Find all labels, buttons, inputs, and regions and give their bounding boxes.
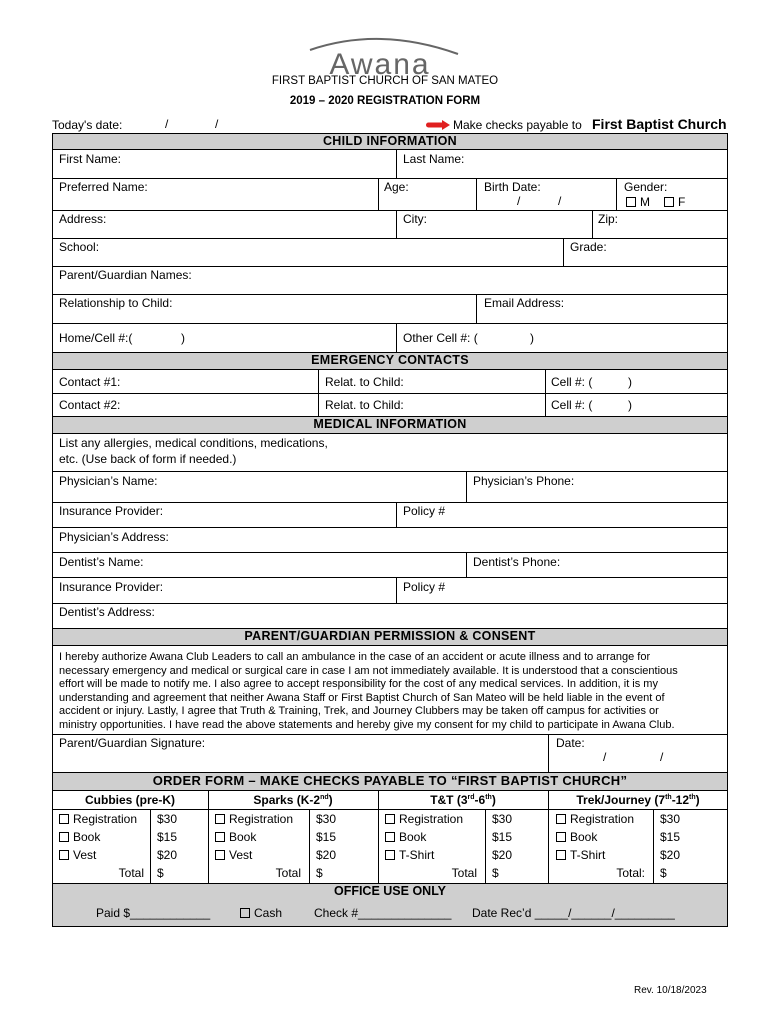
order-item-checkbox[interactable]: Registration bbox=[59, 812, 137, 826]
order-price: $20 bbox=[157, 848, 178, 862]
paren: ) bbox=[181, 331, 185, 345]
order-price: $20 bbox=[316, 848, 337, 862]
policy-field[interactable]: Policy # bbox=[403, 504, 446, 518]
order-item-checkbox[interactable]: Registration bbox=[215, 812, 293, 826]
insurance-field-2[interactable]: Insurance Provider: bbox=[59, 580, 164, 594]
gender-label: Gender: bbox=[624, 180, 668, 194]
order-price: $15 bbox=[316, 830, 337, 844]
dentist-phone-field[interactable]: Dentist’s Phone: bbox=[473, 555, 561, 569]
date-slash: / bbox=[165, 117, 169, 131]
date-slash: / bbox=[215, 117, 219, 131]
order-header: ORDER FORM – MAKE CHECKS PAYABLE TO “FIRST BAPTIST CHURCH” bbox=[52, 772, 728, 791]
policy-field-2[interactable]: Policy # bbox=[403, 580, 446, 594]
paren: ) bbox=[628, 375, 632, 389]
cash-checkbox[interactable]: Cash bbox=[240, 906, 282, 920]
logo-text: Awana bbox=[329, 48, 431, 78]
consent-date-field[interactable]: Date: bbox=[556, 736, 585, 750]
order-price: $30 bbox=[660, 812, 681, 826]
todays-date-label: Today's date: bbox=[52, 118, 123, 132]
order-price: $15 bbox=[660, 830, 681, 844]
date-slash: / bbox=[660, 750, 664, 764]
order-price: $15 bbox=[157, 830, 178, 844]
checkbox-icon bbox=[215, 832, 225, 842]
order-item-checkbox[interactable]: Registration bbox=[556, 812, 634, 826]
email-field[interactable]: Email Address: bbox=[484, 296, 565, 310]
checkbox-icon bbox=[385, 814, 395, 824]
order-item-checkbox[interactable]: Book bbox=[556, 830, 597, 844]
checks-payee: First Baptist Church bbox=[592, 116, 727, 132]
order-item-checkbox[interactable]: T-Shirt bbox=[385, 848, 434, 862]
order-item-checkbox[interactable]: Book bbox=[385, 830, 426, 844]
consent-header: PARENT/GUARDIAN PERMISSION & CONSENT bbox=[52, 628, 728, 646]
address-field[interactable]: Address: bbox=[59, 212, 107, 226]
birth-slash: / bbox=[517, 194, 521, 208]
order-total-label: Total bbox=[275, 866, 301, 880]
consent-text: I hereby authorize Awana Club Leaders to call an ambulance in the case of an accident or acute illness and to arrange for necessary emergency and medical or surgical care in case I am not immediately available. It is understood that a conscientious effort will be made to notify me. I also agree to accept responsibility for the cost of any medical services. In addition, it is my understanding and agreement that neither Awana Staff or First Baptist Church of San Mateo will be held liable in the event of accident or injury. Lastly, I agree that Truth & Training, Trek, and Journey Clubbers may be taken off campus for activities or ministry opportunities. I have read the above statements and hereby give my consent for my child to participate in Awana Club. bbox=[59, 651, 678, 731]
insurance-field[interactable]: Insurance Provider: bbox=[59, 504, 164, 518]
cell2-field[interactable]: Cell #: ( bbox=[551, 398, 593, 412]
birth-date-field[interactable]: Birth Date: bbox=[484, 180, 541, 194]
order-item-checkbox[interactable]: Book bbox=[215, 830, 256, 844]
order-total-label: Total: bbox=[616, 866, 645, 880]
order-total-value[interactable]: $ bbox=[157, 866, 164, 880]
birth-slash: / bbox=[558, 194, 562, 208]
order-price: $30 bbox=[157, 812, 178, 826]
order-item-checkbox[interactable]: Vest bbox=[215, 848, 252, 862]
order-item-checkbox[interactable]: T-Shirt bbox=[556, 848, 605, 862]
city-field[interactable]: City: bbox=[403, 212, 427, 226]
order-item-checkbox[interactable]: Registration bbox=[385, 812, 463, 826]
zip-field[interactable]: Zip: bbox=[598, 212, 619, 226]
checkbox-icon bbox=[664, 197, 674, 207]
child-info-header: CHILD INFORMATION bbox=[52, 133, 728, 150]
date-received-field[interactable]: Date Rec’d _____/______/_________ bbox=[472, 906, 675, 920]
grade-field[interactable]: Grade: bbox=[570, 240, 607, 254]
signature-field[interactable]: Parent/Guardian Signature: bbox=[59, 736, 206, 750]
parent-names-field[interactable]: Parent/Guardian Names: bbox=[59, 268, 192, 282]
order-price: $20 bbox=[660, 848, 681, 862]
checkbox-icon bbox=[385, 832, 395, 842]
trek-header: Trek/Journey (7th-12th) bbox=[576, 793, 700, 807]
school-field[interactable]: School: bbox=[59, 240, 100, 254]
checkbox-icon bbox=[626, 197, 636, 207]
preferred-name-field[interactable]: Preferred Name: bbox=[59, 180, 148, 194]
order-price: $30 bbox=[492, 812, 513, 826]
order-price: $20 bbox=[492, 848, 513, 862]
medical-header: MEDICAL INFORMATION bbox=[52, 416, 728, 434]
revision-label: Rev. 10/18/2023 bbox=[634, 985, 707, 996]
relat2-field[interactable]: Relat. to Child: bbox=[325, 398, 404, 412]
checkbox-icon bbox=[556, 850, 566, 860]
other-cell-field[interactable]: Other Cell #: ( bbox=[403, 331, 478, 345]
checkbox-icon bbox=[556, 832, 566, 842]
order-total-label: Total bbox=[118, 866, 144, 880]
checkbox-icon bbox=[59, 850, 69, 860]
paren: ) bbox=[628, 398, 632, 412]
gender-f-checkbox[interactable]: F bbox=[664, 195, 685, 209]
order-item-checkbox[interactable]: Book bbox=[59, 830, 100, 844]
awana-logo bbox=[280, 32, 480, 78]
date-slash: / bbox=[603, 750, 607, 764]
form-title: 2019 – 2020 REGISTRATION FORM bbox=[289, 95, 481, 107]
arrow-icon bbox=[426, 120, 450, 130]
age-field[interactable]: Age: bbox=[384, 180, 409, 194]
allergies-field[interactable]: List any allergies, medical conditions, medications, bbox=[59, 436, 328, 450]
order-total-value[interactable]: $ bbox=[316, 866, 323, 880]
order-total-label: Total bbox=[451, 866, 477, 880]
paren: ) bbox=[530, 331, 534, 345]
checkbox-icon bbox=[59, 814, 69, 824]
cell1-field[interactable]: Cell #: ( bbox=[551, 375, 593, 389]
contact2-field[interactable]: Contact #2: bbox=[59, 398, 121, 412]
last-name-field[interactable]: Last Name: bbox=[403, 152, 465, 166]
order-price: $30 bbox=[316, 812, 337, 826]
office-use-title: OFFICE USE ONLY bbox=[333, 884, 447, 898]
order-total-value[interactable]: $ bbox=[492, 866, 499, 880]
contact1-field[interactable]: Contact #1: bbox=[59, 375, 121, 389]
checks-note: Make checks payable to bbox=[453, 118, 582, 132]
checkbox-icon bbox=[240, 908, 250, 918]
relationship-field[interactable]: Relationship to Child: bbox=[59, 296, 173, 310]
checkbox-icon bbox=[556, 814, 566, 824]
order-total-value[interactable]: $ bbox=[660, 866, 667, 880]
dentist-address-field[interactable]: Dentist’s Address: bbox=[59, 605, 155, 619]
relat1-field[interactable]: Relat. to Child: bbox=[325, 375, 404, 389]
first-name-field[interactable]: First Name: bbox=[59, 152, 122, 166]
checkbox-icon bbox=[59, 832, 69, 842]
dentist-name-field[interactable]: Dentist’s Name: bbox=[59, 555, 144, 569]
order-item-checkbox[interactable]: Vest bbox=[59, 848, 96, 862]
emergency-header: EMERGENCY CONTACTS bbox=[52, 352, 728, 370]
tnt-header: T&T (3rd-6th) bbox=[430, 793, 496, 807]
paid-field[interactable]: Paid $____________ bbox=[96, 906, 211, 920]
physician-address-field[interactable]: Physician’s Address: bbox=[59, 530, 169, 544]
physician-name-field[interactable]: Physician’s Name: bbox=[59, 474, 158, 488]
checkbox-icon bbox=[385, 850, 395, 860]
cubbies-header: Cubbies (pre-K) bbox=[85, 793, 175, 807]
checkbox-icon bbox=[215, 850, 225, 860]
checkbox-icon bbox=[215, 814, 225, 824]
physician-phone-field[interactable]: Physician’s Phone: bbox=[473, 474, 575, 488]
home-cell-field[interactable]: Home/Cell #:( bbox=[59, 331, 133, 345]
allergies-field-2: etc. (Use back of form if needed.) bbox=[59, 452, 237, 466]
check-number-field[interactable]: Check #______________ bbox=[314, 906, 452, 920]
order-price: $15 bbox=[492, 830, 513, 844]
org-name: FIRST BAPTIST CHURCH OF SAN MATEO bbox=[271, 75, 499, 87]
sparks-header: Sparks (K-2nd) bbox=[253, 793, 333, 807]
gender-m-checkbox[interactable]: M bbox=[626, 195, 650, 209]
